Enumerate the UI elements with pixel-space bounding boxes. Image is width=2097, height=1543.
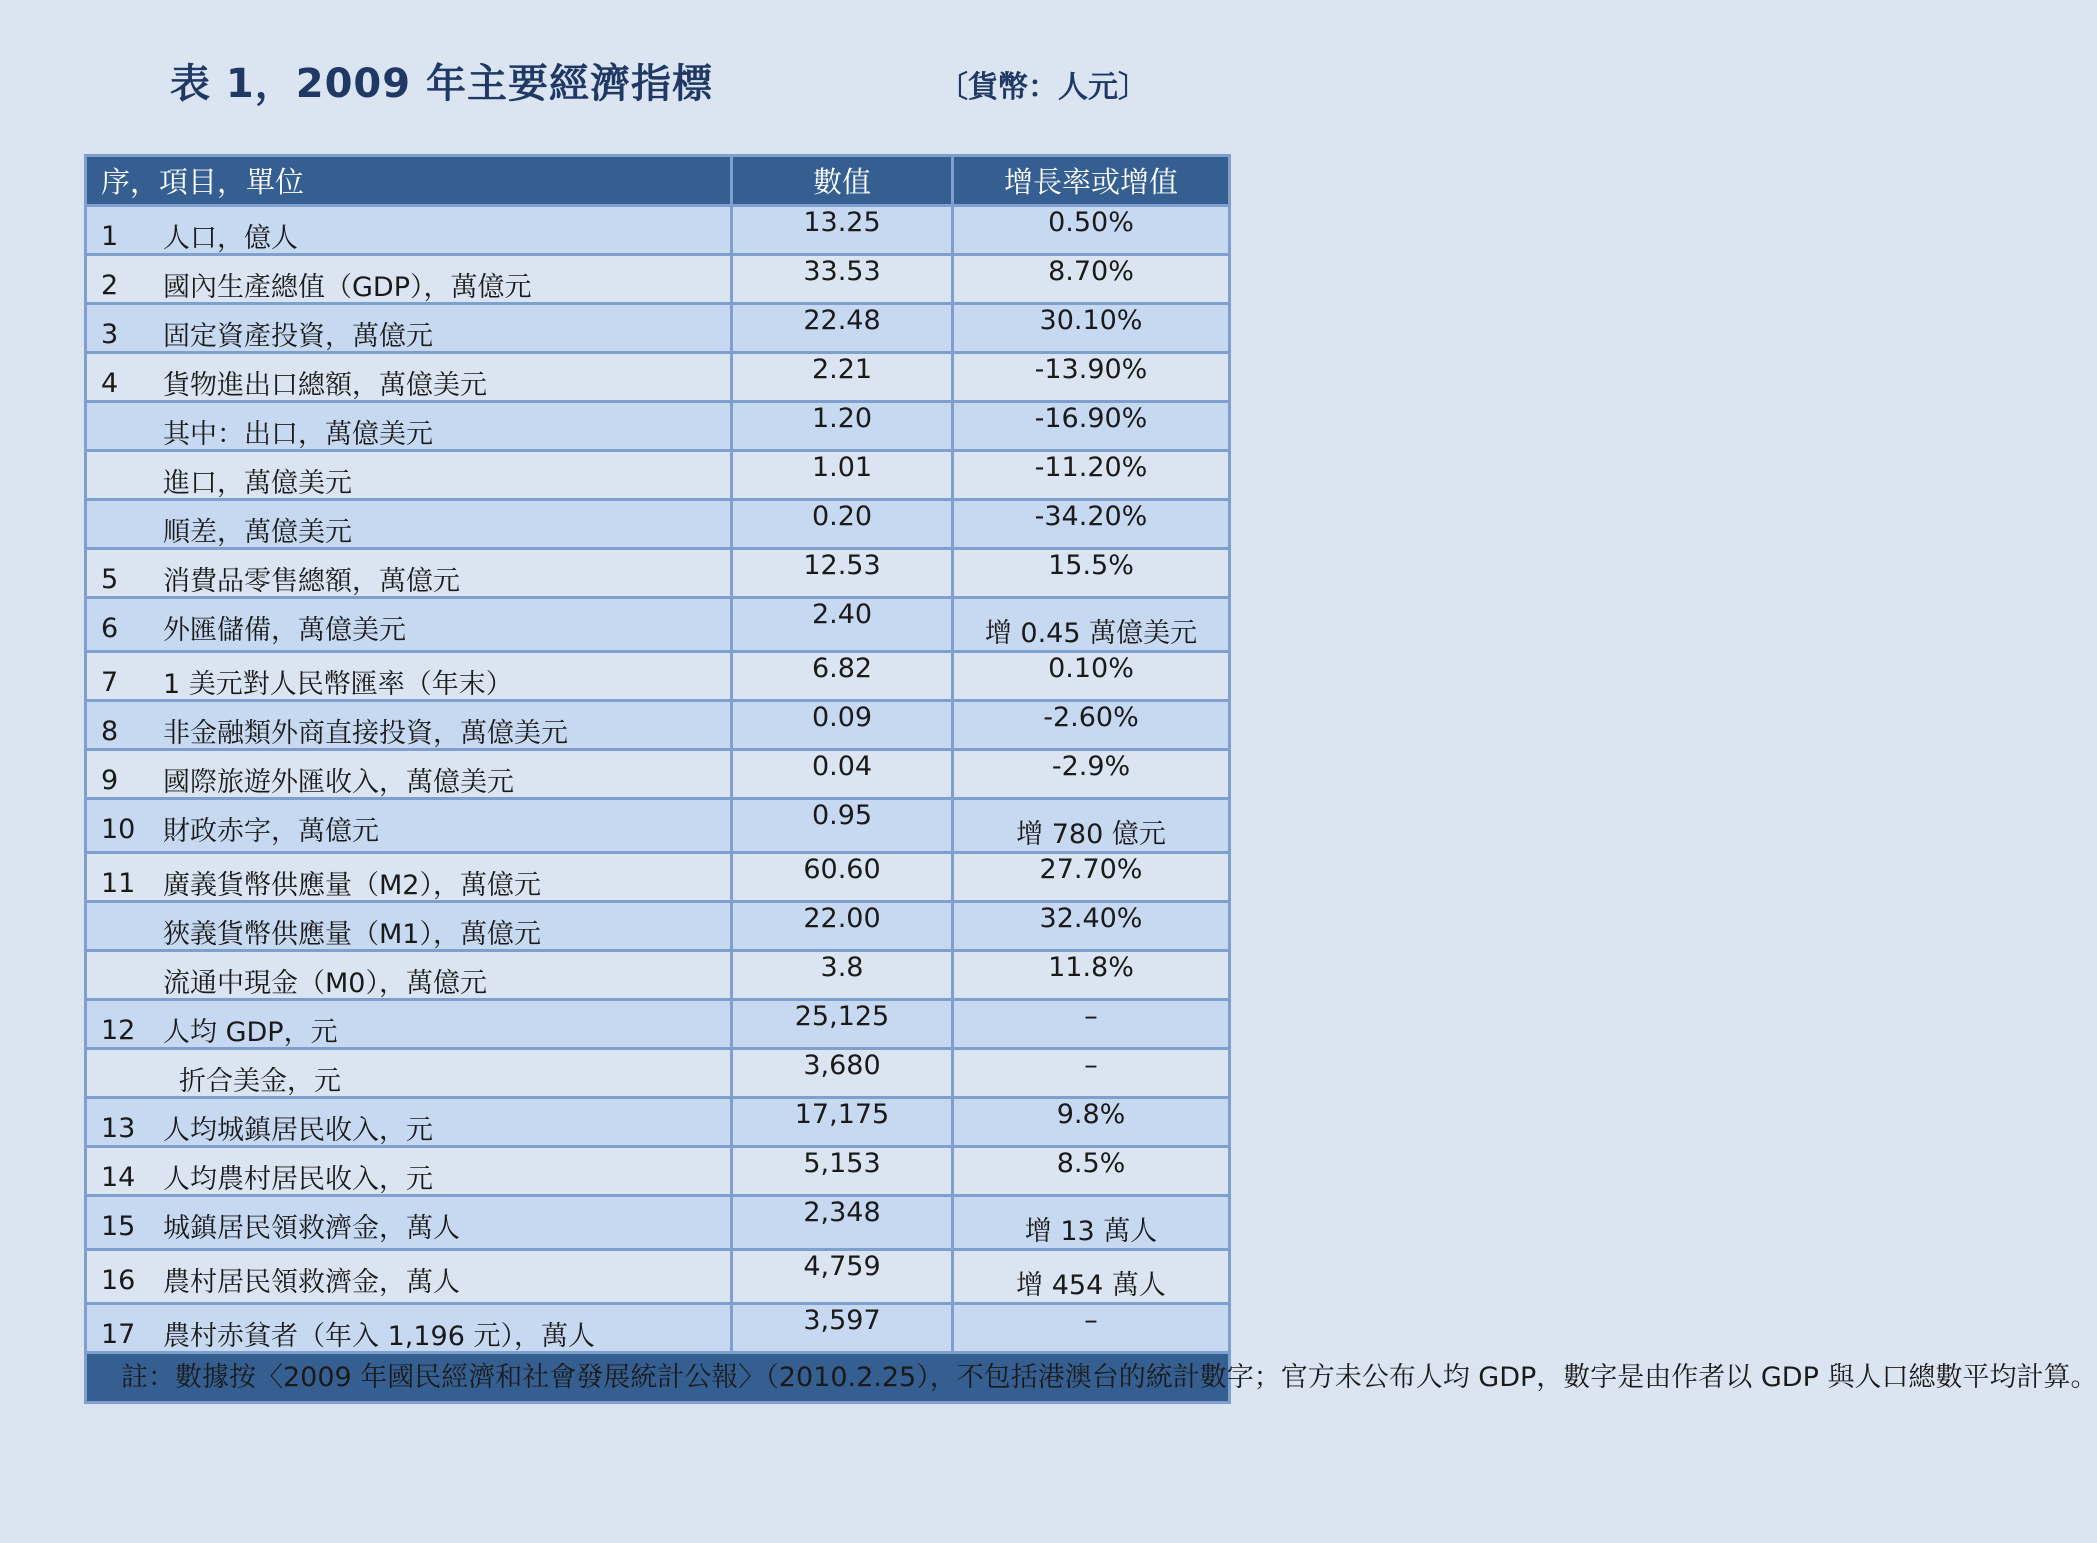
growth-cell: -2.9% xyxy=(953,750,1230,799)
header-value: 數值 xyxy=(732,156,953,206)
item-cell xyxy=(86,1098,732,1147)
item-cell xyxy=(86,853,732,902)
table-row xyxy=(86,255,1230,304)
row-number: 12 xyxy=(101,1015,136,1046)
table-row xyxy=(86,1147,1230,1196)
growth-cell: 27.70% xyxy=(953,853,1230,902)
item-label: 流通中現金（M0），萬億元 xyxy=(163,968,487,999)
header-growth: 增長率或增值 xyxy=(953,156,1230,206)
value-cell: 33.53 xyxy=(732,255,953,304)
page-title: 表 1，2009 年主要經濟指標 xyxy=(170,61,714,107)
growth-cell: – xyxy=(953,1000,1230,1049)
growth-cell: 增 13 萬人 xyxy=(953,1196,1230,1250)
row-number: 6 xyxy=(101,613,119,644)
growth-cell: 9.8% xyxy=(953,1098,1230,1147)
item-cell xyxy=(86,1304,732,1353)
value-cell: 5,153 xyxy=(732,1147,953,1196)
row-number: 8 xyxy=(101,716,119,747)
table-row xyxy=(86,1304,1230,1353)
item-label: 人均 GDP，元 xyxy=(163,1017,338,1048)
row-number: 17 xyxy=(101,1319,136,1350)
table-row xyxy=(86,853,1230,902)
item-label: 順差，萬億美元 xyxy=(163,517,352,548)
value-cell: 2.21 xyxy=(732,353,953,402)
row-number: 5 xyxy=(101,564,119,595)
item-label: 城鎮居民領救濟金，萬人 xyxy=(163,1213,460,1244)
table-row xyxy=(86,951,1230,1000)
item-label: 財政赤字，萬億元 xyxy=(163,816,379,847)
item-cell xyxy=(86,353,732,402)
economic-indicators-table xyxy=(84,154,2097,1404)
table-row xyxy=(86,1098,1230,1147)
item-label: 國際旅遊外匯收入，萬億美元 xyxy=(163,767,514,798)
row-number: 3 xyxy=(101,319,119,350)
item-label: 農村居民領救濟金，萬人 xyxy=(163,1267,460,1298)
item-label: 人均城鎮居民收入，元 xyxy=(163,1115,433,1146)
table-row xyxy=(86,451,1230,500)
value-cell: 3,680 xyxy=(732,1049,953,1098)
value-cell: 12.53 xyxy=(732,549,953,598)
table-row xyxy=(86,353,1230,402)
item-label: 消費品零售總額，萬億元 xyxy=(163,566,460,597)
table-body xyxy=(86,206,1230,1353)
table-row xyxy=(86,799,1230,853)
value-cell: 0.95 xyxy=(732,799,953,853)
growth-cell: -16.90% xyxy=(953,402,1230,451)
table-row xyxy=(86,1250,1230,1304)
item-cell xyxy=(86,451,732,500)
table-row xyxy=(86,701,1230,750)
growth-cell: – xyxy=(953,1304,1230,1353)
value-cell: 6.82 xyxy=(732,652,953,701)
row-number: 4 xyxy=(101,368,119,399)
item-cell xyxy=(86,799,732,853)
item-cell xyxy=(86,255,732,304)
row-number: 1 xyxy=(101,221,119,252)
table-row xyxy=(86,206,1230,255)
item-label: 外匯儲備，萬億美元 xyxy=(163,615,406,646)
item-label: 非金融類外商直接投資，萬億美元 xyxy=(163,718,568,749)
value-cell: 3.8 xyxy=(732,951,953,1000)
item-label: 國內生產總值（GDP），萬億元 xyxy=(163,272,532,303)
item-cell xyxy=(86,598,732,652)
value-cell: 25,125 xyxy=(732,1000,953,1049)
row-number: 9 xyxy=(101,765,119,796)
footnote: 註：數據按〈2009 年國民經濟和社會發展統計公報〉（2010.2.25），不包括港澳台的統計數字；官方未公布人均 GDP，數字是由作者以 GDP 與人口總數平均計算。 xyxy=(86,1353,1230,1403)
growth-cell: -13.90% xyxy=(953,353,1230,402)
value-cell: 1.01 xyxy=(732,451,953,500)
table-row xyxy=(86,750,1230,799)
growth-cell: 增 454 萬人 xyxy=(953,1250,1230,1304)
item-cell xyxy=(86,206,732,255)
table-row xyxy=(86,402,1230,451)
value-cell: 2,348 xyxy=(732,1196,953,1250)
currency-note: 〔貨幣：人元〕 xyxy=(938,70,1148,105)
value-cell: 22.48 xyxy=(732,304,953,353)
row-number: 11 xyxy=(101,868,136,899)
growth-cell: 8.5% xyxy=(953,1147,1230,1196)
table-row xyxy=(86,598,1230,652)
row-number: 14 xyxy=(101,1162,136,1193)
growth-cell: -11.20% xyxy=(953,451,1230,500)
value-cell: 0.04 xyxy=(732,750,953,799)
value-cell: 0.20 xyxy=(732,500,953,549)
growth-cell: – xyxy=(953,1049,1230,1098)
table-row xyxy=(86,500,1230,549)
value-cell: 2.40 xyxy=(732,598,953,652)
item-label: 進口，萬億美元 xyxy=(163,468,352,499)
growth-cell: 8.70% xyxy=(953,255,1230,304)
row-number: 13 xyxy=(101,1113,136,1144)
table-header-row xyxy=(86,156,1230,206)
item-cell xyxy=(86,304,732,353)
footnote-row xyxy=(86,1353,1230,1403)
item-cell xyxy=(86,1250,732,1304)
item-cell xyxy=(86,902,732,951)
value-cell: 3,597 xyxy=(732,1304,953,1353)
growth-cell: 0.10% xyxy=(953,652,1230,701)
row-number: 16 xyxy=(101,1265,136,1296)
growth-cell: 11.8% xyxy=(953,951,1230,1000)
table-row xyxy=(86,1049,1230,1098)
growth-cell: 15.5% xyxy=(953,549,1230,598)
row-number: 10 xyxy=(101,814,136,845)
value-cell: 17,175 xyxy=(732,1098,953,1147)
row-number: 7 xyxy=(101,667,119,698)
item-label: 折合美金，元 xyxy=(179,1066,341,1097)
value-cell: 22.00 xyxy=(732,902,953,951)
growth-cell: 32.40% xyxy=(953,902,1230,951)
growth-cell: 增 780 億元 xyxy=(953,799,1230,853)
item-label: 人口，億人 xyxy=(163,223,298,254)
item-label: 貨物進出口總額，萬億美元 xyxy=(163,370,487,401)
item-cell xyxy=(86,1196,732,1250)
value-cell: 1.20 xyxy=(732,402,953,451)
value-cell: 4,759 xyxy=(732,1250,953,1304)
value-cell: 60.60 xyxy=(732,853,953,902)
item-label: 廣義貨幣供應量（M2），萬億元 xyxy=(163,870,541,901)
item-cell xyxy=(86,652,732,701)
item-cell xyxy=(86,549,732,598)
item-label: 人均農村居民收入，元 xyxy=(163,1164,433,1195)
table-row xyxy=(86,1000,1230,1049)
table-row xyxy=(86,652,1230,701)
item-cell xyxy=(86,1000,732,1049)
growth-cell: -34.20% xyxy=(953,500,1230,549)
row-number: 15 xyxy=(101,1211,136,1242)
item-label: 固定資產投資，萬億元 xyxy=(163,321,433,352)
item-cell xyxy=(86,1147,732,1196)
header-item: 序，項目，單位 xyxy=(86,156,732,206)
item-cell xyxy=(86,701,732,750)
growth-cell: 增 0.45 萬億美元 xyxy=(953,598,1230,652)
item-cell xyxy=(86,951,732,1000)
item-label: 狹義貨幣供應量（M1），萬億元 xyxy=(163,919,541,950)
table-row xyxy=(86,902,1230,951)
growth-cell: 30.10% xyxy=(953,304,1230,353)
table-row xyxy=(86,1196,1230,1250)
growth-cell: 0.50% xyxy=(953,206,1230,255)
row-number: 2 xyxy=(101,270,119,301)
item-label: 農村赤貧者（年入 1,196 元），萬人 xyxy=(163,1321,595,1352)
value-cell: 13.25 xyxy=(732,206,953,255)
item-label: 其中：出口，萬億美元 xyxy=(163,419,433,450)
value-cell: 0.09 xyxy=(732,701,953,750)
table-row xyxy=(86,549,1230,598)
table-row xyxy=(86,304,1230,353)
item-cell xyxy=(86,500,732,549)
item-cell xyxy=(86,750,732,799)
item-cell xyxy=(86,1049,732,1098)
item-cell xyxy=(86,402,732,451)
growth-cell: -2.60% xyxy=(953,701,1230,750)
item-label: 1 美元對人民幣匯率（年末） xyxy=(163,669,513,700)
